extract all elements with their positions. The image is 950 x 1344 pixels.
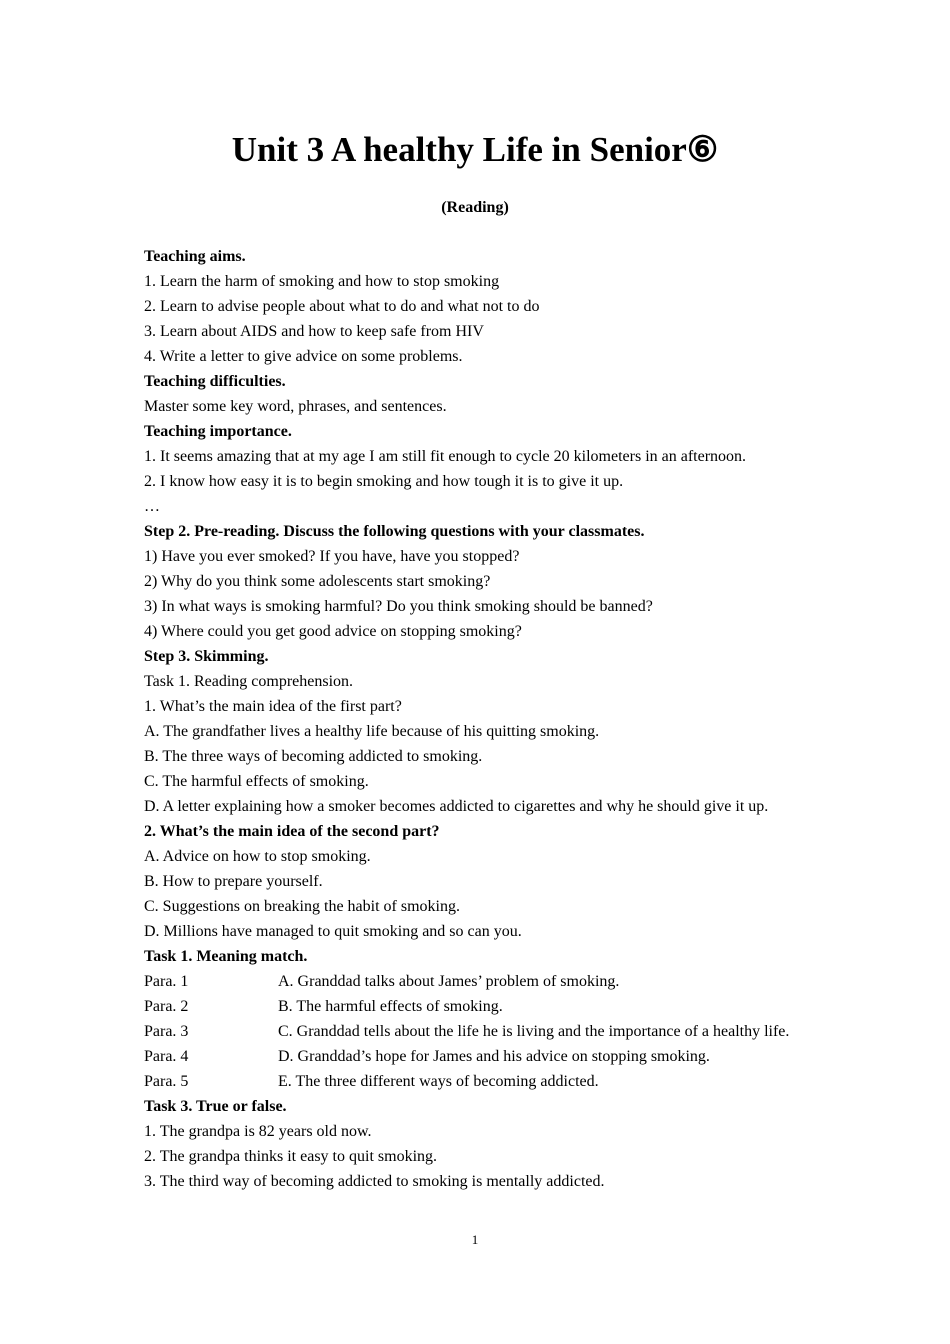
match-desc: A. Granddad talks about James’ problem of smoking. [278, 973, 620, 990]
match-row [144, 1044, 806, 1069]
true-false-heading: Task 3. True or false. [144, 1098, 287, 1115]
match-row [144, 969, 806, 994]
match-desc: B. The harmful effects of smoking. [278, 998, 503, 1015]
match-para: Para. 2 [144, 998, 189, 1015]
task1-label: Task 1. Reading comprehension. [144, 673, 354, 690]
aim-item: 4. Write a letter to give advice on some problems. [144, 348, 463, 365]
discussion-question: 4) Where could you get good advice on stopping smoking? [144, 623, 522, 640]
question-1-option: A. The grandfather lives a healthy life because of his quitting smoking. [144, 723, 600, 740]
match-desc: E. The three different ways of becoming addicted. [278, 1073, 599, 1090]
match-para: Para. 1 [144, 973, 189, 990]
match-row [144, 1019, 806, 1044]
aims-heading: Teaching aims. [144, 248, 246, 265]
importance-item: 2. I know how easy it is to begin smoking and how tough it is to give it up. [144, 473, 624, 490]
question-1-option: B. The three ways of becoming addicted to smoking. [144, 748, 483, 765]
match-row [144, 1069, 806, 1094]
question-1: 1. What’s the main idea of the first part? [144, 698, 402, 715]
step3-heading: Step 3. Skimming. [144, 648, 269, 665]
step2-heading: Step 2. Pre-reading. Discuss the following questions with your classmates. [144, 523, 645, 540]
question-2-option: D. Millions have managed to quit smoking and so can you. [144, 923, 522, 940]
question-2-option: B. How to prepare yourself. [144, 873, 323, 890]
match-desc: D. Granddad’s hope for James and his advice on stopping smoking. [278, 1048, 710, 1065]
importance-item: 1. It seems amazing that at my age I am still fit enough to cycle 20 kilometers in an afternoon. [144, 448, 747, 465]
ellipsis: … [144, 498, 160, 515]
aim-item: 1. Learn the harm of smoking and how to stop smoking [144, 273, 500, 290]
importance-heading: Teaching importance. [144, 423, 292, 440]
match-para: Para. 5 [144, 1073, 189, 1090]
question-1-option: C. The harmful effects of smoking. [144, 773, 369, 790]
difficulties-text: Master some key word, phrases, and sentences. [144, 398, 447, 415]
aim-item: 2. Learn to advise people about what to do and what not to do [144, 298, 540, 315]
discussion-question: 2) Why do you think some adolescents start smoking? [144, 573, 491, 590]
match-row [144, 994, 806, 1019]
question-2-option: A. Advice on how to stop smoking. [144, 848, 371, 865]
meaning-match-heading: Task 1. Meaning match. [144, 948, 308, 965]
page-title: Unit 3 A healthy Life in Senior⑥ [231, 130, 719, 169]
page-subtitle: (Reading) [441, 199, 509, 216]
true-false-item: 3. The third way of becoming addicted to smoking is mentally addicted. [144, 1173, 605, 1190]
document-body [144, 244, 806, 1194]
true-false-item: 2. The grandpa thinks it easy to quit smoking. [144, 1148, 438, 1165]
discussion-question: 1) Have you ever smoked? If you have, have you stopped? [144, 548, 520, 565]
match-desc: C. Granddad tells about the life he is living and the importance of a healthy life. [278, 1023, 790, 1040]
true-false-item: 1. The grandpa is 82 years old now. [144, 1123, 372, 1140]
question-2-option: C. Suggestions on breaking the habit of smoking. [144, 898, 460, 915]
discussion-question: 3) In what ways is smoking harmful? Do you think smoking should be banned? [144, 598, 653, 615]
question-1-option: D. A letter explaining how a smoker becomes addicted to cigarettes and why he should give it up. [144, 798, 769, 815]
question-2: 2. What’s the main idea of the second part? [144, 823, 440, 840]
difficulties-heading: Teaching difficulties. [144, 373, 286, 390]
match-para: Para. 3 [144, 1023, 189, 1040]
aim-item: 3. Learn about AIDS and how to keep safe from HIV [144, 323, 484, 340]
page-number: 1 [471, 1232, 479, 1247]
match-para: Para. 4 [144, 1048, 189, 1065]
